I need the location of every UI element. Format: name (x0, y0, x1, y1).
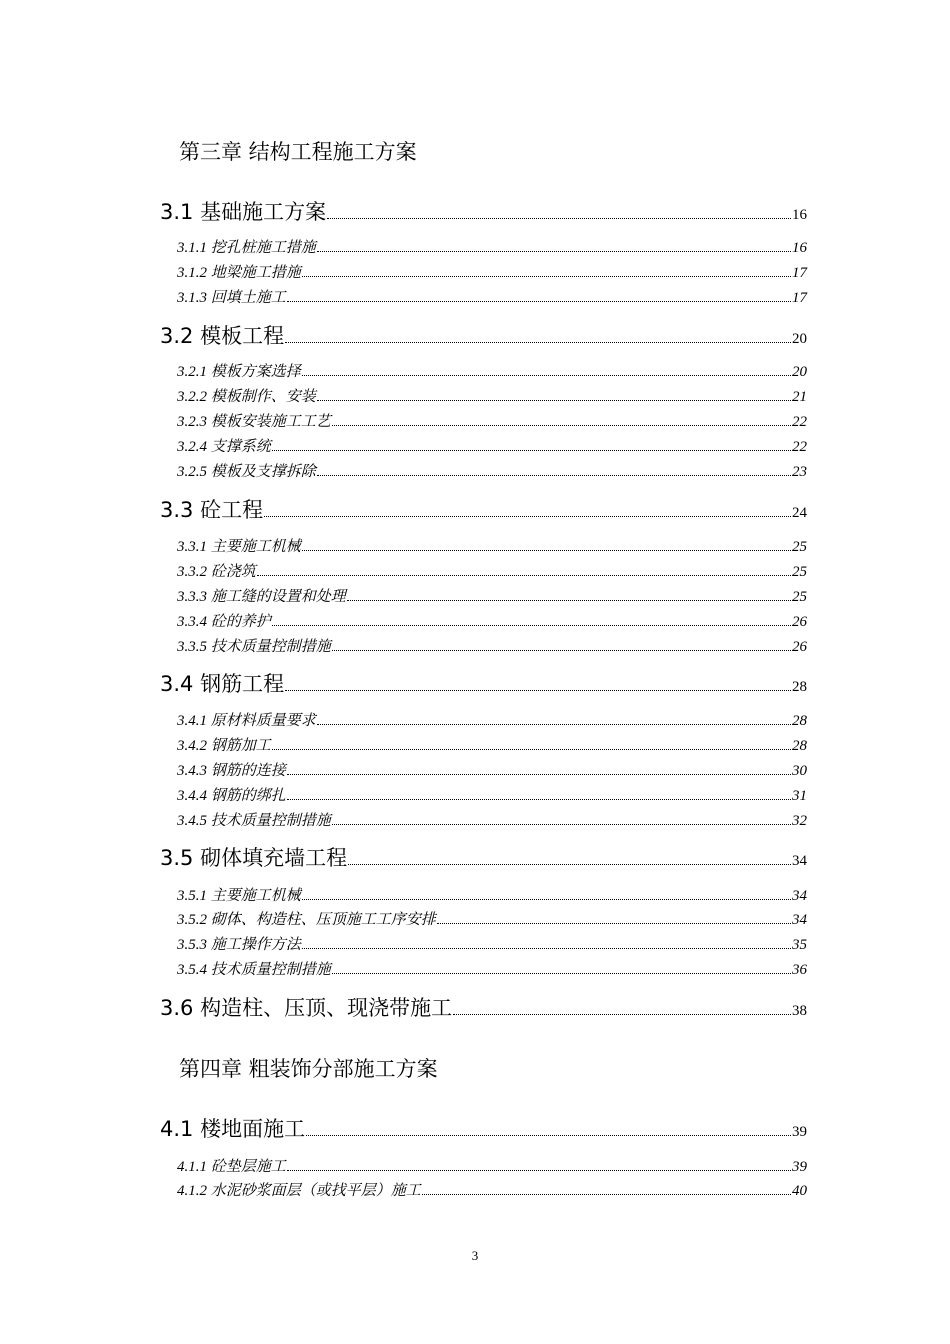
dot-leader (302, 948, 791, 949)
dot-leader (302, 899, 791, 900)
toc-page-number: 17 (792, 290, 807, 306)
toc-section-entry[interactable] (160, 668, 807, 698)
dot-leader (285, 342, 791, 343)
toc-entry-label: 3.5.2 砌体、构造柱、压顶施工工序安排 (177, 912, 436, 928)
toc-entry-label: 3.1.2 地梁施工措施 (177, 265, 301, 281)
toc-subsection-entry[interactable] (177, 933, 807, 954)
dot-leader (327, 218, 791, 219)
toc-subsection-entry[interactable] (177, 435, 807, 456)
toc-page-number: 28 (792, 679, 807, 695)
toc-page-number: 34 (792, 888, 807, 904)
dot-leader (437, 923, 791, 924)
toc-subsection-entry[interactable] (177, 759, 807, 780)
toc-entry-label: 3.3.4 砼的养护 (177, 614, 271, 630)
chapter-heading: 第四章 粗装饰分部施工方案 (179, 1057, 438, 1081)
toc-entry-label: 3.2.3 模板安装施工工艺 (177, 414, 331, 430)
toc-page-number: 23 (792, 464, 807, 480)
dot-leader (348, 864, 791, 865)
toc-subsection-entry[interactable] (177, 709, 807, 730)
toc-subsection-entry[interactable] (177, 734, 807, 755)
toc-page-number: 39 (792, 1159, 807, 1175)
toc-entry-label: 3.5.1 主要施工机械 (177, 888, 301, 904)
toc-page-number: 20 (792, 331, 807, 347)
toc-subsection-entry[interactable] (177, 535, 807, 556)
toc-subsection-entry[interactable] (177, 236, 807, 257)
dot-leader (332, 425, 791, 426)
toc-page-number: 26 (792, 614, 807, 630)
dot-leader (332, 824, 791, 825)
toc-page-number: 35 (792, 937, 807, 953)
toc-entry-label: 3.4.4 钢筋的绑扎 (177, 788, 286, 804)
toc-page-number: 31 (792, 788, 807, 804)
toc-entry-label: 3.2.4 支撑系统 (177, 439, 271, 455)
toc-page-number: 34 (792, 853, 807, 869)
toc-subsection-entry[interactable] (177, 460, 807, 481)
toc-entry-label: 3.4.5 技术质量控制措施 (177, 813, 331, 829)
toc-entry-label: 3.4 钢筋工程 (160, 672, 285, 696)
toc-entry-label: 3.3.5 技术质量控制措施 (177, 639, 331, 655)
chapter-heading: 第三章 结构工程施工方案 (179, 140, 417, 164)
dot-leader (287, 301, 791, 302)
toc-page-number: 20 (792, 364, 807, 380)
toc-page-number: 25 (792, 589, 807, 605)
toc-page-number: 34 (792, 912, 807, 928)
dot-leader (285, 690, 791, 691)
toc-page-number: 40 (792, 1183, 807, 1199)
toc-page-number: 21 (792, 389, 807, 405)
dot-leader (272, 625, 791, 626)
toc-entry-label: 3.3.2 砼浇筑 (177, 564, 256, 580)
toc-page-number: 38 (792, 1003, 807, 1019)
toc-subsection-entry[interactable] (177, 585, 807, 606)
toc-subsection-entry[interactable] (177, 610, 807, 631)
toc-page-number: 30 (792, 763, 807, 779)
toc-section-entry[interactable] (160, 1113, 807, 1143)
dot-leader (257, 575, 791, 576)
toc-section-entry[interactable] (160, 992, 807, 1022)
toc-section-entry[interactable] (160, 320, 807, 350)
toc-subsection-entry[interactable] (177, 908, 807, 929)
toc-entry-label: 3.5.4 技术质量控制措施 (177, 962, 331, 978)
toc-entry-label: 4.1 楼地面施工 (160, 1117, 306, 1141)
dot-leader (306, 1135, 791, 1136)
toc-page-number: 16 (792, 240, 807, 256)
dot-leader (317, 251, 791, 252)
toc-section-entry[interactable] (160, 842, 807, 872)
toc-page-number: 17 (792, 265, 807, 281)
dot-leader (302, 276, 791, 277)
toc-page-number: 26 (792, 639, 807, 655)
toc-entry-label: 3.1.1 挖孔桩施工措施 (177, 240, 316, 256)
toc-page-number: 36 (792, 962, 807, 978)
page-number-footer: 3 (471, 1248, 479, 1263)
toc-entry-label: 3.2.2 模板制作、安装 (177, 389, 316, 405)
dot-leader (287, 799, 791, 800)
toc-entry-label: 3.4.2 钢筋加工 (177, 738, 271, 754)
toc-entry-label: 3.3.3 施工缝的设置和处理 (177, 589, 346, 605)
toc-entry-label: 3.1.3 回填土施工 (177, 290, 286, 306)
toc-entry-label: 3.2 模板工程 (160, 324, 285, 348)
toc-entry-label: 3.3 砼工程 (160, 498, 264, 522)
dot-leader (272, 450, 791, 451)
dot-leader (422, 1194, 791, 1195)
toc-entry-label: 4.1.2 水泥砂浆面层（或找平层）施工 (177, 1183, 421, 1199)
toc-subsection-entry[interactable] (177, 360, 807, 381)
toc-page-number: 22 (792, 439, 807, 455)
toc-entry-label: 3.1 基础施工方案 (160, 200, 327, 224)
toc-page-number: 28 (792, 738, 807, 754)
toc-subsection-entry[interactable] (177, 560, 807, 581)
toc-entry-label: 3.4.1 原材料质量要求 (177, 713, 316, 729)
toc-page-number: 25 (792, 539, 807, 555)
dot-leader (317, 400, 791, 401)
dot-leader (317, 475, 791, 476)
toc-subsection-entry[interactable] (177, 286, 807, 307)
dot-leader (287, 1170, 791, 1171)
toc-section-entry[interactable] (160, 196, 807, 226)
toc-page-number: 32 (792, 813, 807, 829)
toc-entry-label: 3.5 砌体填充墙工程 (160, 846, 348, 870)
toc-entry-label: 4.1.1 砼垫层施工 (177, 1159, 286, 1175)
toc-subsection-entry[interactable] (177, 809, 807, 830)
toc-page-number: 39 (792, 1124, 807, 1140)
toc-entry-label: 3.4.3 钢筋的连接 (177, 763, 286, 779)
dot-leader (347, 600, 791, 601)
toc-entry-label: 3.2.5 模板及支撑拆除 (177, 464, 316, 480)
dot-leader (272, 749, 791, 750)
toc-page-number: 25 (792, 564, 807, 580)
toc-page-number: 28 (792, 713, 807, 729)
toc-subsection-entry[interactable] (177, 884, 807, 905)
dot-leader (453, 1014, 791, 1015)
toc-page-number: 16 (792, 207, 807, 223)
toc-subsection-entry[interactable] (177, 635, 807, 656)
toc-subsection-entry[interactable] (177, 1155, 807, 1176)
dot-leader (287, 774, 791, 775)
toc-entry-label: 3.2.1 模板方案选择 (177, 364, 301, 380)
dot-leader (317, 724, 791, 725)
toc-entry-label: 3.6 构造柱、压顶、现浇带施工 (160, 996, 453, 1020)
toc-subsection-entry[interactable] (177, 1179, 807, 1200)
dot-leader (302, 375, 791, 376)
dot-leader (264, 516, 791, 517)
dot-leader (302, 550, 791, 551)
dot-leader (332, 650, 791, 651)
toc-subsection-entry[interactable] (177, 958, 807, 979)
toc-page-number: 22 (792, 414, 807, 430)
toc-subsection-entry[interactable] (177, 784, 807, 805)
toc-subsection-entry[interactable] (177, 410, 807, 431)
toc-subsection-entry[interactable] (177, 261, 807, 282)
toc-entry-label: 3.3.1 主要施工机械 (177, 539, 301, 555)
toc-page-number: 24 (792, 505, 807, 521)
toc-subsection-entry[interactable] (177, 385, 807, 406)
toc-section-entry[interactable] (160, 494, 807, 524)
dot-leader (332, 973, 791, 974)
toc-entry-label: 3.5.3 施工操作方法 (177, 937, 301, 953)
